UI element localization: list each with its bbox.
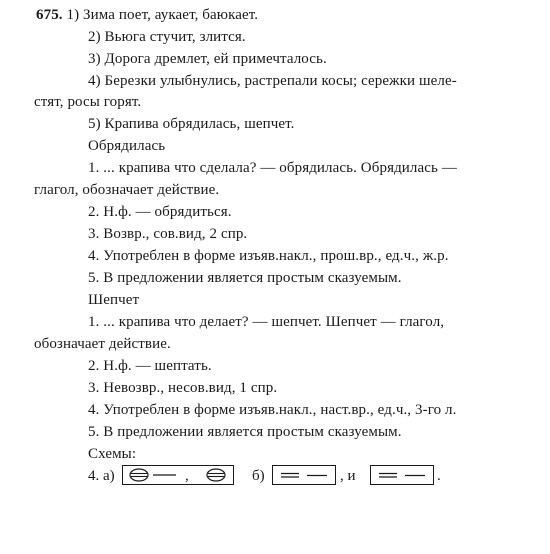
exercise-line-4: 4) Березки улыбнулись, растрепали косы; сережки шеле- [88,73,457,89]
analysis-line: 4. Употреблен в форме изъяв.накл., наст.вр., ед.ч., 3-го л. [88,402,457,418]
analysis-line: 3. Возвр., сов.вид, 2 спр. [88,226,248,242]
scheme-a-comma: , [185,468,189,484]
analysis-line: обозначает действие. [34,336,171,352]
analysis-line: 5. В предложении является простым сказуемым. [88,424,402,440]
double-underline-icon [273,466,335,484]
scheme-b-box [272,465,336,485]
scheme-a-box [122,465,234,485]
subject-predicate-icon [123,466,233,484]
analysis-line: 3. Невозвр., несов.вид, 1 спр. [88,380,278,396]
analysis-line: 2. Н.ф. — обрядиться. [88,204,232,220]
section-heading-obryadilas: Обрядилась [88,138,166,154]
scheme-a-label: 4. а) [88,468,115,484]
exercise-number: 675. [36,7,63,23]
analysis-line: глагол, обозначает действие. [34,182,220,198]
schemes-heading: Схемы: [88,446,137,462]
analysis-line: 2. Н.ф. — шептать. [88,358,212,374]
exercise-line-1: 675. 1) Зима поет, аукает, баюкает. [36,7,259,23]
exercise-line-2: 2) Вьюга стучит, злится. [88,29,246,45]
scheme-and: , и [340,468,356,484]
analysis-line: 5. В предложении является простым сказуемым. [88,270,402,286]
scheme-c-box [370,465,434,485]
exercise-line-3: 3) Дорога дремлет, ей примечталось. [88,51,327,67]
analysis-line: 1. ... крапива что делает? — шепчет. Шепчет — глагол, [88,314,445,330]
exercise-line-4-cont: стят, росы горят. [34,94,142,110]
exercise-line-5: 5) Крапива обрядилась, шепчет. [88,116,295,132]
section-heading-shepchet: Шепчет [88,292,140,308]
analysis-line: 4. Употреблен в форме изъяв.накл., прош.вр., ед.ч., ж.р. [88,248,449,264]
analysis-line: 1. ... крапива что сделала? — обрядилась. Обрядилась — [88,160,457,176]
double-underline-icon [371,466,433,484]
scheme-end: . [437,468,441,484]
scheme-b-label: б) [252,468,265,484]
